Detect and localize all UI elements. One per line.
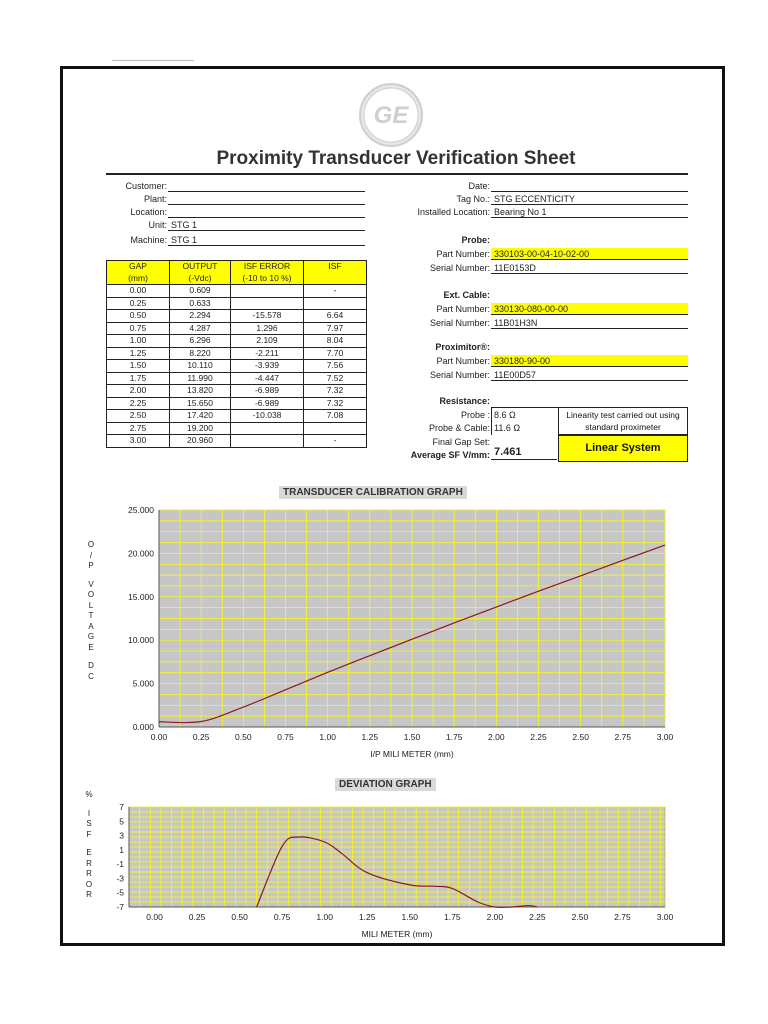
y-label-char: P [88, 561, 94, 570]
y-label-char: O [87, 540, 95, 549]
output-header: OUTPUT [170, 261, 231, 273]
gap-cell: 1.50 [107, 360, 170, 373]
isf-cell: 7.70 [304, 347, 367, 360]
gap-cell: 2.00 [107, 385, 170, 398]
y-tick-label: 7 [119, 802, 124, 812]
scribble-mark [112, 60, 194, 65]
probe-resistance-label: Probe : [460, 410, 490, 420]
x-tick-label: 0.50 [231, 912, 248, 922]
output-cell: 0.633 [170, 297, 231, 310]
table-row [107, 322, 367, 335]
isf-unit [304, 273, 367, 285]
x-tick-label: 2.50 [571, 912, 589, 922]
customer-field[interactable] [168, 180, 365, 192]
gap-cell: 0.50 [107, 310, 170, 323]
isf-error-cell [231, 422, 304, 435]
isf-error-cell: -2.211 [231, 347, 304, 360]
table-row [107, 335, 367, 348]
output-unit: (-Vdc) [170, 273, 231, 285]
table-row [107, 435, 367, 448]
y-tick-label: 25.000 [128, 505, 154, 515]
gap-cell: 0.75 [107, 322, 170, 335]
machine-field[interactable]: STG 1 [168, 234, 365, 246]
isf-cell: 7.97 [304, 322, 367, 335]
y-label-char: E [86, 848, 92, 857]
output-cell: 10.110 [170, 360, 231, 373]
gap-cell: 2.50 [107, 410, 170, 423]
unit-field[interactable]: STG 1 [168, 219, 365, 231]
x-tick-label: 1.00 [319, 732, 336, 742]
y-label-char: T [88, 611, 94, 620]
isf-error-cell [231, 297, 304, 310]
y-label-char: / [89, 550, 93, 560]
location-field[interactable] [168, 206, 365, 218]
isf-cell [304, 297, 367, 310]
cable-part-field[interactable]: 330130-080-00-00 [491, 303, 688, 315]
x-tick-label: 1.50 [403, 732, 421, 742]
x-tick-label: 1.25 [361, 732, 379, 742]
x-axis-label: I/P MILI METER (mm) [370, 749, 454, 759]
table-row [107, 310, 367, 323]
isf-error-header: ISF ERROR [231, 261, 304, 273]
deviation-chart-title: DEVIATION GRAPH [335, 778, 436, 791]
logo-text: GE [373, 102, 409, 129]
output-cell: 19.200 [170, 422, 231, 435]
y-tick-label: -5 [116, 887, 124, 898]
output-cell: 13.820 [170, 385, 231, 398]
ge-logo-icon [358, 82, 424, 148]
y-tick-label: 0.000 [132, 722, 154, 732]
resistance-heading: Resistance: [439, 396, 490, 406]
linearity-note: Linearity test carried out using standard proximeter [558, 407, 688, 435]
cable-serial-label: Serial Number: [429, 318, 490, 328]
cable-part-label: Part Number: [436, 304, 490, 314]
gap-cell: 2.75 [107, 422, 170, 435]
table-header-row [107, 261, 367, 273]
x-tick-label: 2.50 [572, 732, 589, 742]
table-body [107, 285, 367, 448]
proximitor-heading: Proximitor®: [435, 342, 490, 352]
x-tick-label: 1.25 [358, 912, 376, 922]
probe-serial-label: Serial Number: [429, 263, 490, 273]
x-tick-label: 2.00 [488, 732, 505, 742]
y-tick-label: -1 [116, 859, 124, 870]
average-sf-label: Average SF V/mm: [410, 450, 490, 460]
table-row [107, 385, 367, 398]
table-subheader-row [107, 273, 367, 285]
isf-error-cell [231, 285, 304, 298]
y-tick-label: 1 [119, 844, 124, 855]
output-cell: 8.220 [170, 347, 231, 360]
isf-header: ISF [304, 261, 367, 273]
y-label-char: C [88, 671, 94, 681]
isf-error-cell [231, 435, 304, 448]
date-field[interactable] [491, 180, 688, 192]
table-row [107, 347, 367, 360]
x-tick-label: 0.00 [146, 912, 163, 922]
isf-error-cell: 2.109 [231, 335, 304, 348]
output-cell: 6.296 [170, 335, 231, 348]
table-row [107, 410, 367, 423]
y-label-char: L [88, 600, 94, 610]
gap-cell: 1.75 [107, 372, 170, 385]
x-tick-label: 2.75 [614, 912, 631, 922]
x-tick-label: 2.25 [530, 732, 547, 742]
customer-label: Customer: [125, 181, 167, 191]
y-label-char: R [86, 869, 92, 878]
probe-cable-resistance-label: Probe & Cable: [428, 423, 490, 433]
x-tick-label: 0.00 [150, 732, 168, 742]
gap-header: GAP [107, 261, 170, 273]
isf-error-cell: -10.038 [231, 410, 304, 423]
machine-label: Machine: [130, 235, 167, 245]
calibration-chart-title: TRANSDUCER CALIBRATION GRAPH [279, 486, 467, 499]
y-tick-label: 15.000 [128, 591, 154, 602]
x-tick-label: 0.75 [273, 912, 291, 922]
output-cell: 2.294 [170, 310, 231, 323]
y-tick-label: 10.000 [128, 635, 154, 646]
y-label-char: E [88, 642, 94, 652]
y-label-char: O [87, 590, 95, 599]
plant-label: Plant: [143, 194, 167, 204]
plant-field[interactable] [168, 193, 365, 205]
installed-location-label: Installed Location: [417, 207, 490, 217]
tag-label: Tag No.: [456, 194, 490, 204]
gap-cell: 2.25 [107, 397, 170, 410]
gap-cell: 1.00 [107, 335, 170, 348]
y-label-char: G [87, 632, 95, 641]
proximitor-part-label: Part Number: [436, 356, 490, 366]
location-label: Location: [130, 207, 167, 217]
output-cell: 15.650 [170, 397, 231, 410]
isf-cell: 7.56 [304, 360, 367, 373]
isf-cell: 7.32 [304, 397, 367, 410]
output-cell: 20.960 [170, 435, 231, 448]
gap-unit: (mm) [107, 273, 170, 285]
y-tick-label: 5 [119, 816, 124, 827]
tag-field[interactable]: STG ECCENTICITY [491, 193, 688, 205]
gap-cell: 0.00 [107, 285, 170, 298]
isf-cell: - [304, 285, 367, 298]
gap-cell: 1.25 [107, 347, 170, 360]
table-row [107, 397, 367, 410]
date-label: Date: [468, 181, 490, 191]
output-cell: 4.287 [170, 322, 231, 335]
probe-part-label: Part Number: [436, 249, 490, 259]
x-tick-label: 0.25 [192, 732, 210, 742]
isf-error-cell: -6.989 [231, 385, 304, 398]
average-sf-value: 7.461 [491, 446, 557, 460]
table-row [107, 422, 367, 435]
x-tick-label: 0.25 [188, 912, 206, 922]
y-tick-label: 3 [119, 830, 124, 841]
y-label-char: V [88, 579, 94, 589]
x-tick-label: 1.75 [444, 912, 461, 922]
y-label-char: R [86, 858, 92, 868]
y-label-char: % [85, 790, 93, 799]
installed-location-field[interactable]: Bearing No 1 [491, 206, 688, 218]
probe-heading: Probe: [461, 235, 490, 245]
table-row [107, 372, 367, 385]
table-row [107, 297, 367, 310]
isf-error-range: (-10 to 10 %) [231, 273, 304, 285]
probe-part-field[interactable]: 330103-00-04-10-02-00 [491, 248, 688, 260]
calibration-table [106, 260, 367, 448]
y-label-char: O [85, 879, 93, 889]
y-label-char: A [88, 621, 94, 631]
isf-cell: 7.08 [304, 410, 367, 423]
table-row [107, 360, 367, 373]
isf-error-cell: -3.939 [231, 360, 304, 373]
isf-cell [304, 422, 367, 435]
x-tick-label: 3.00 [656, 912, 674, 922]
final-gap-label: Final Gap Set: [432, 437, 490, 447]
isf-error-cell: -6.989 [231, 397, 304, 410]
cable-serial-field[interactable]: 11B01H3N [491, 317, 688, 329]
y-tick-label: -7 [116, 902, 124, 912]
y-label-char: D [88, 661, 94, 670]
y-label-char: F [86, 829, 92, 839]
gap-cell: 0.25 [107, 297, 170, 310]
gap-cell: 3.00 [107, 435, 170, 448]
isf-cell: 6.64 [304, 310, 367, 323]
table-row [107, 285, 367, 298]
y-label-char: R [86, 890, 92, 899]
isf-cell: 7.52 [304, 372, 367, 385]
linear-system-badge: Linear System [558, 435, 688, 462]
x-tick-label: 1.00 [316, 912, 333, 922]
x-tick-label: 2.75 [614, 732, 632, 742]
page-title: Proximity Transducer Verification Sheet [216, 148, 576, 169]
isf-cell: 8.04 [304, 335, 367, 348]
y-label-char: I [87, 808, 91, 818]
output-cell: 11.990 [170, 372, 231, 385]
x-tick-label: 0.50 [235, 732, 252, 742]
probe-resistance-field[interactable]: 8.6 Ω [494, 410, 516, 420]
proximitor-serial-field[interactable]: 11E00D57 [491, 369, 688, 381]
x-axis-label: MILI METER (mm) [361, 929, 433, 939]
isf-error-cell: -4.447 [231, 372, 304, 385]
proximitor-part-field[interactable]: 330180-90-00 [491, 355, 688, 367]
x-tick-label: 2.25 [529, 912, 546, 922]
x-tick-label: 0.75 [277, 732, 294, 742]
x-tick-label: 1.50 [401, 912, 419, 922]
y-tick-label: -3 [116, 873, 124, 884]
probe-serial-field[interactable]: 11E0153D [491, 262, 688, 274]
isf-error-cell: -15.578 [231, 310, 304, 323]
unit-label: Unit: [148, 220, 167, 230]
isf-error-cell: 1.296 [231, 322, 304, 335]
resistance-box [491, 407, 558, 435]
isf-cell: 7.32 [304, 385, 367, 398]
y-tick-label: 20.000 [128, 548, 154, 559]
x-tick-label: 3.00 [656, 732, 674, 742]
ext-cable-heading: Ext. Cable: [443, 290, 490, 300]
probe-cable-resistance-field[interactable]: 11.6 Ω [494, 423, 521, 433]
y-tick-label: 5.000 [132, 678, 154, 689]
proximitor-serial-label: Serial Number: [429, 370, 490, 380]
x-tick-label: 1.75 [445, 732, 463, 742]
x-tick-label: 2.00 [486, 912, 504, 922]
title-divider [106, 173, 688, 175]
isf-cell: - [304, 435, 367, 448]
output-cell: 17.420 [170, 410, 231, 423]
y-label-char: S [86, 819, 92, 828]
output-cell: 0.609 [170, 285, 231, 298]
